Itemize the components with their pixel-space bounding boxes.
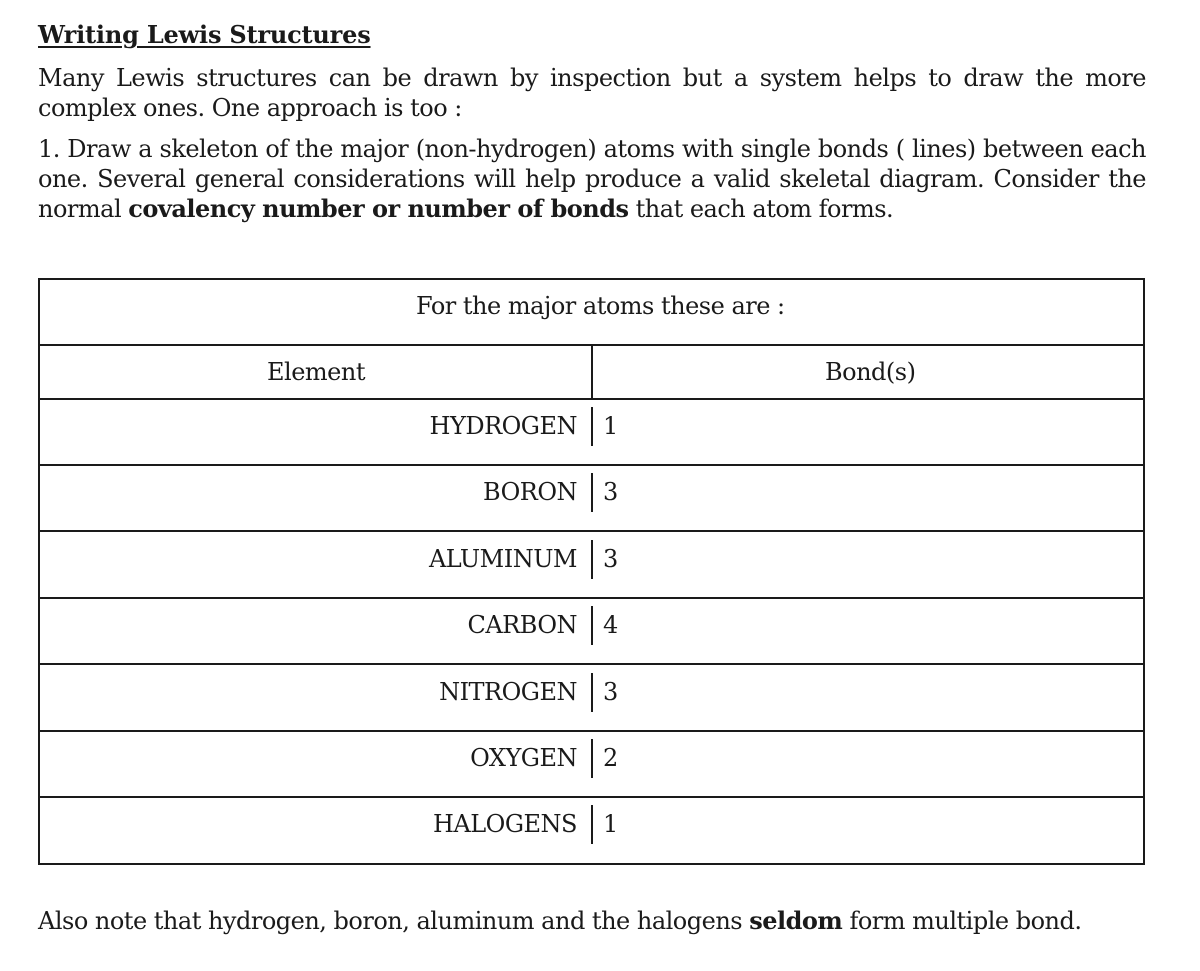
cell-divider [591, 739, 593, 778]
table-row [40, 732, 1143, 798]
element-name: BORON [482, 478, 577, 507]
table-row [40, 533, 1143, 599]
header-element: Element [267, 358, 365, 386]
table-row [40, 798, 1143, 864]
bond-count: 3 [603, 677, 618, 706]
element-name: OXYGEN [470, 744, 577, 772]
bond-count: 2 [603, 744, 618, 772]
cell-divider [591, 606, 593, 645]
step-1-emphasis: covalency number or number of bonds [128, 194, 629, 223]
bond-count: 1 [603, 810, 618, 839]
bond-count: 4 [603, 611, 618, 640]
intro-paragraph: Many Lewis structures can be drawn by inspection but a system helps to draw the more complex ones. One approach is too : [38, 64, 1146, 122]
element-name: ALUMINUM [428, 544, 577, 573]
cell-divider [591, 805, 593, 844]
cell-divider [591, 673, 593, 712]
column-divider [591, 346, 593, 398]
element-name: HYDROGEN [429, 412, 577, 440]
element-name: CARBON [467, 611, 577, 640]
note-text: Also note that hydrogen, boron, aluminum and the halogens [38, 907, 750, 935]
step-1-text-end: that each atom forms. [628, 195, 894, 223]
note-paragraph [38, 906, 1082, 936]
bond-count: 3 [603, 544, 618, 573]
cell-divider [591, 407, 593, 446]
step-1-text: 1. Draw a skeleton of the major (non-hydrogen) atoms with single bonds ( lines) between each one. Several general considerations will help produce a valid skeletal diagram. Consider the normal [38, 135, 1146, 223]
page-title: Writing Lewis Structures [38, 20, 371, 49]
bonds-table [38, 278, 1145, 865]
table-row [40, 666, 1143, 732]
table-row [40, 599, 1143, 665]
cell-divider [591, 473, 593, 512]
note-text-end: form multiple bond. [842, 907, 1082, 935]
step-1-paragraph [38, 134, 1146, 224]
table-row [40, 466, 1143, 532]
header-bonds: Bond(s) [825, 358, 916, 386]
bond-count: 1 [603, 412, 618, 440]
table-header-row [40, 346, 1143, 400]
note-emphasis: seldom [749, 906, 843, 935]
element-name: NITROGEN [439, 677, 577, 706]
element-name: HALOGENS [432, 810, 577, 839]
table-caption-row [40, 280, 1143, 346]
cell-divider [591, 540, 593, 579]
bond-count: 3 [603, 478, 618, 507]
table-caption: For the major atoms these are : [416, 292, 785, 320]
table-row [40, 400, 1143, 466]
